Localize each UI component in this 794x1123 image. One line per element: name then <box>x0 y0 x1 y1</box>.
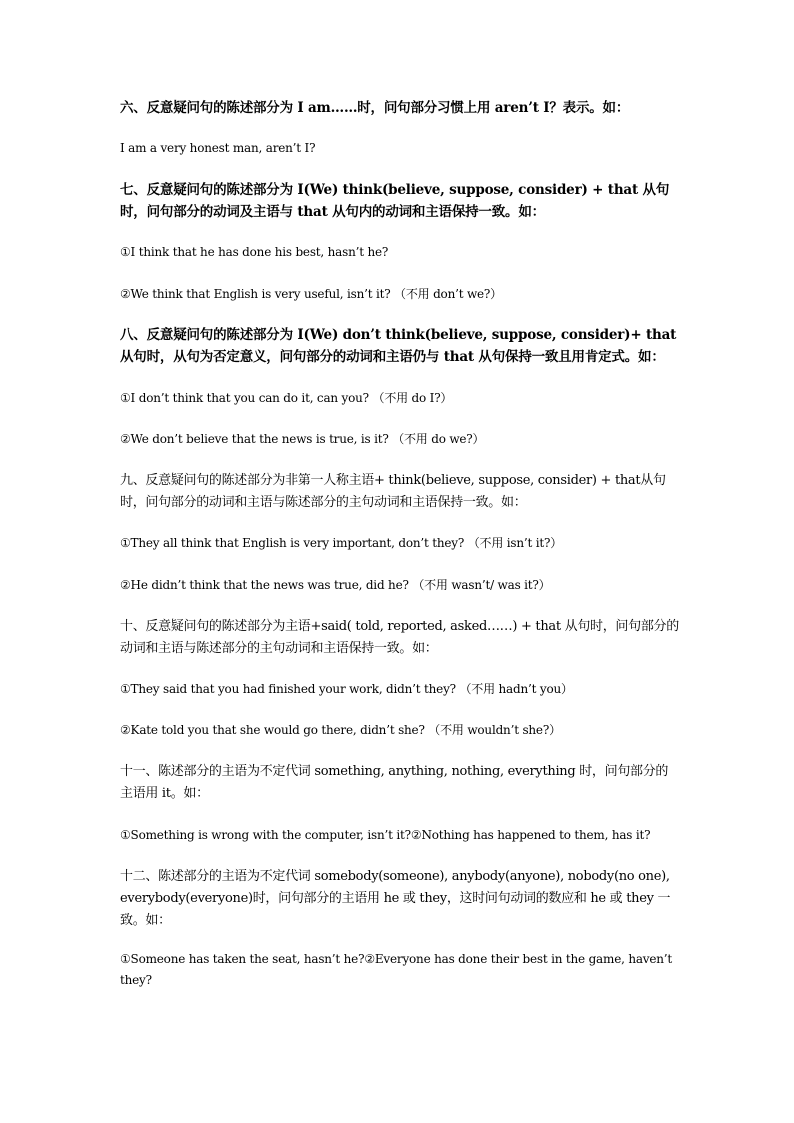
section-7-heading: 七、反意疑问句的陈述部分为 I(We) think(believe, suppose, consider) + that 从句时，问句部分的动词及主语与 that 从句内的动词和主语保持一致。如： <box>120 182 670 220</box>
section-6-example-1: I am a very honest man, aren’t I? <box>120 141 316 155</box>
section-11-heading: 十一、陈述部分的主语为不定代词 something, anything, nothing, everything 时，问句部分的主语用 it。如： <box>120 764 669 801</box>
section-10-heading: 十、反意疑问句的陈述部分为主语+said( told, reported, asked……) + that 从句时，问句部分的动词和主语与陈述部分的主句动词和主语保持一致。如： <box>120 619 679 656</box>
section-11-example-1: ①Something is wrong with the computer, isn’t it?②Nothing has happened to them, has it? <box>120 828 651 842</box>
section-8-heading: 八、反意疑问句的陈述部分为 I(We) don’t think(believe, suppose, consider)+ that 从句时，从句为否定意义，问句部分的动词和主语仍与 that 从句保持一致且用肯定式。如： <box>120 327 677 365</box>
section-9-heading: 九、反意疑问句的陈述部分为非第一人称主语+ think(believe, suppose, consider) + that从句时，问句部分的动词和主语与陈述部分的主句动词和主语保持一致。如： <box>120 473 666 510</box>
section-7-example-1: ①I think that he has done his best, hasn’t he? <box>120 245 389 259</box>
section-12-example-1: ①Someone has taken the seat, hasn’t he?②Everyone has done their best in the game, haven’t they? <box>120 952 673 987</box>
section-10-example-1: ①They said that you had finished your work, didn’t they? （不用 hadn’t you） <box>120 682 573 696</box>
section-9-example-2: ②He didn’t think that the news was true, did he? （不用 wasn’t/ was it?） <box>120 578 551 592</box>
section-10-example-2: ②Kate told you that she would go there, didn’t she? （不用 wouldn’t she?） <box>120 723 561 737</box>
section-8-example-1: ①I don’t think that you can do it, can you? （不用 do I?） <box>120 391 453 405</box>
section-9-example-1: ①They all think that English is very important, don’t they? （不用 isn’t it?） <box>120 536 563 550</box>
section-6-heading: 六、反意疑问句的陈述部分为 I am……时，问句部分习惯上用 aren’t I？表示。如： <box>120 100 630 116</box>
section-7-example-2: ②We think that English is very useful, isn’t it? （不用 don’t we?） <box>120 287 502 301</box>
section-8-example-2: ②We don’t believe that the news is true, is it? （不用 do we?） <box>120 432 485 446</box>
section-12-heading: 十二、陈述部分的主语为不定代词 somebody(someone), anybody(anyone), nobody(no one), everybody(everyone)时，问句部分的主语用 he 或 they，这时问句动词的数应和 he 或 they 一致。如： <box>120 869 671 928</box>
